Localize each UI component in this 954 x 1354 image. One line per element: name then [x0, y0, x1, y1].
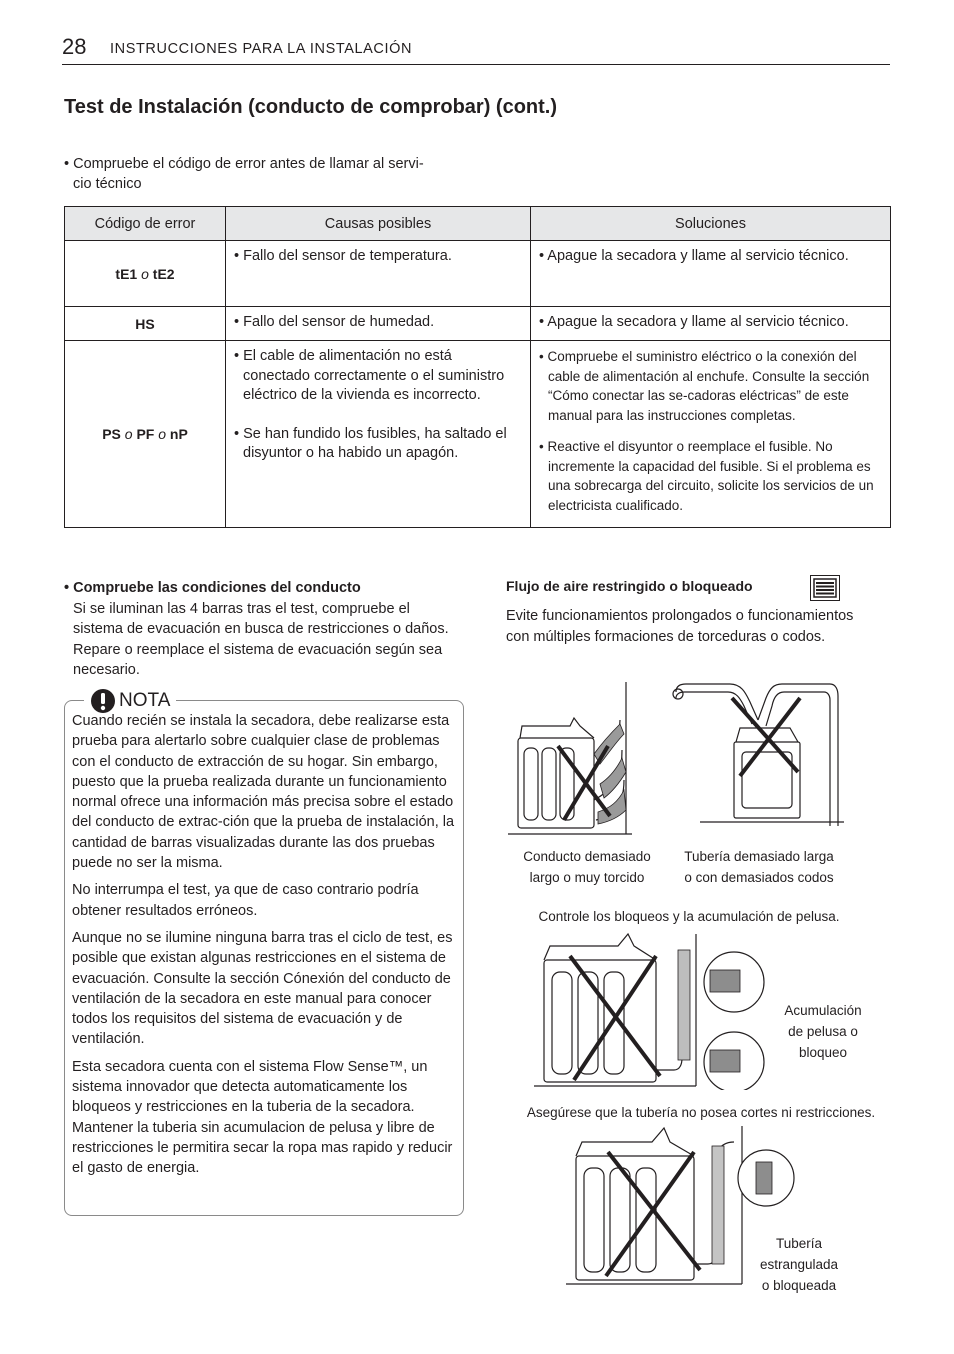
error-code-cell [65, 307, 226, 341]
airflow-title: Flujo de aire restringido o bloqueado [506, 578, 753, 594]
note-paragraph: Esta secadora cuenta con el sistema Flow Sense™, un sistema innovador que detecta automaticamente los bloqueos y restricciones en la tuberia de la secadora. Mantener la tuberia sin acumulacion de pelusa y libre de restricciones le permitira secar la ropa mas rapido y reducir el gasto de energia. [72, 1058, 453, 1177]
code-tE1: tE1 [115, 265, 138, 282]
section-title: Test de Instalación (conducto de comprobar) (cont.) [64, 96, 557, 118]
caption-line: largo o muy torcido [529, 870, 645, 885]
note-body [72, 711, 459, 1186]
error-code-cell [65, 241, 226, 307]
note-title: NOTA [119, 690, 171, 711]
header-solutions: Soluciones [531, 207, 891, 241]
caption-duct-long [508, 846, 666, 888]
caption-line: Tubería [775, 1236, 823, 1251]
dryer-twisted-duct-illustration [508, 680, 640, 840]
dryer-lint-blockage-illustration [530, 930, 766, 1090]
airflow-text: Evite funcionamientos prolongados o funcionamientos con múltiples formaciones de torceduras o codos. [506, 608, 854, 645]
code-PF: PF [136, 426, 155, 442]
code-separator: o [141, 265, 149, 282]
running-title: INSTRUCCIONES PARA LA INSTALACIÓN [110, 41, 413, 57]
code-PS: PS [102, 426, 121, 442]
table-row [65, 341, 891, 528]
conditions-text: Si se iluminan las 4 barras tras el test, compruebe el sistema de evacuación en busca de restricciones o daños. Repare o reemplace el sistema de evacuación según sea necesario. [73, 600, 449, 678]
solution-text: • Apague la secadora y llame al servicio técnico. [539, 248, 849, 264]
code-nP: nP [169, 426, 188, 442]
code-tE2: tE2 [152, 265, 175, 282]
display-panel-icon [810, 575, 840, 601]
note-paragraph: Cuando recién se instala la secadora, debe realizarse esta prueba para alertarlo sobre cualquier clase de problemas con el conducto de extracción de su hogar. Sin embargo, puesto que la prueba realizada durante un funcionamiento normal ofrece una información más precisa sobre el estado del conducto de extrac-ción que la prueba de instalación, la cantidad de barras visualizadas durante las dos pruebas puede no ser la misma. [72, 713, 455, 872]
cause-text: • Fallo del sensor de temperatura. [234, 248, 452, 264]
code-separator: o [158, 426, 167, 442]
dryer-long-pipe-illustration [670, 680, 844, 830]
caption-lint [766, 1000, 880, 1063]
solution-text: • Compruebe el suministro eléctrico o la conexión del cable de alimentación al enchufe. Consulte la sección “Cómo conectar las se-cadoras eléctricas” de este manual para las instrucciones completas. [539, 349, 870, 423]
caption-pinched [740, 1233, 858, 1296]
caption-line: de pelusa o [788, 1024, 858, 1039]
note-paragraph: Aunque no se ilumine ninguna barra tras el ciclo de test, es posible que existan algunas restricciones en el sistema de evacuación. Consulte la sección Cónexión del conducto de ventilación de la secadora en este manual para conocer todos los requisitos del sistema de evacuación y de ventilación. [72, 929, 453, 1048]
code-HS: HS [135, 315, 155, 332]
caption-line: bloqueo [798, 1045, 848, 1060]
intro-line-1: • Compruebe el código de error antes de llamar al servi- [64, 156, 424, 172]
caption-line: o con demasiados codos [684, 870, 834, 885]
caption-line: Conducto demasiado [523, 849, 651, 864]
code-separator: o [124, 426, 133, 442]
cause-text: • Se han fundido los fusibles, ha saltado el disyuntor o ha habido un apagón. [234, 425, 507, 461]
error-code-cell [65, 341, 226, 528]
table-header-row [65, 207, 891, 241]
caption-line: Tubería demasiado larga [684, 849, 834, 864]
intro-line-2: cio técnico [73, 176, 142, 192]
header-code: Código de error [65, 207, 226, 241]
table-row [65, 241, 891, 307]
solution-text: • Reactive el disyuntor o reemplace el fusible. No incremente la capacidad del fusible. Si el problema es una sobrecarga del circuito, solicite los servicios de un electricista cualificado. [539, 439, 874, 513]
cause-text: • Fallo del sensor de humedad. [234, 314, 435, 330]
caption-line: estrangulada [759, 1257, 839, 1272]
caption-check-blockage: Controle los bloqueos y la acumulación de pelusa. [538, 909, 840, 924]
caption-line: o bloqueada [761, 1278, 837, 1293]
table-row [65, 307, 891, 341]
page-number: 28 [62, 34, 87, 59]
conditions-title: • Compruebe las condiciones del conducto [64, 580, 361, 596]
duct-conditions [64, 578, 459, 681]
cause-text: • El cable de alimentación no está conectado correctamente o el suministro eléctrico de la vivienda es incorrecto. [234, 348, 505, 403]
page-header [62, 28, 890, 65]
error-code-table [64, 206, 891, 528]
header-causes: Causas posibles [226, 207, 531, 241]
intro-text [64, 154, 474, 194]
caption-no-cuts: Asegúrese que la tubería no posea cortes ni restricciones. [526, 1105, 876, 1120]
note-paragraph: No interrumpa el test, ya que de caso contrario podría obtener resultados erróneos. [72, 882, 419, 919]
caption-line: Acumulación [784, 1003, 862, 1018]
solution-text: • Apague la secadora y llame al servicio técnico. [539, 314, 849, 330]
caption-pipe-long [674, 846, 844, 888]
